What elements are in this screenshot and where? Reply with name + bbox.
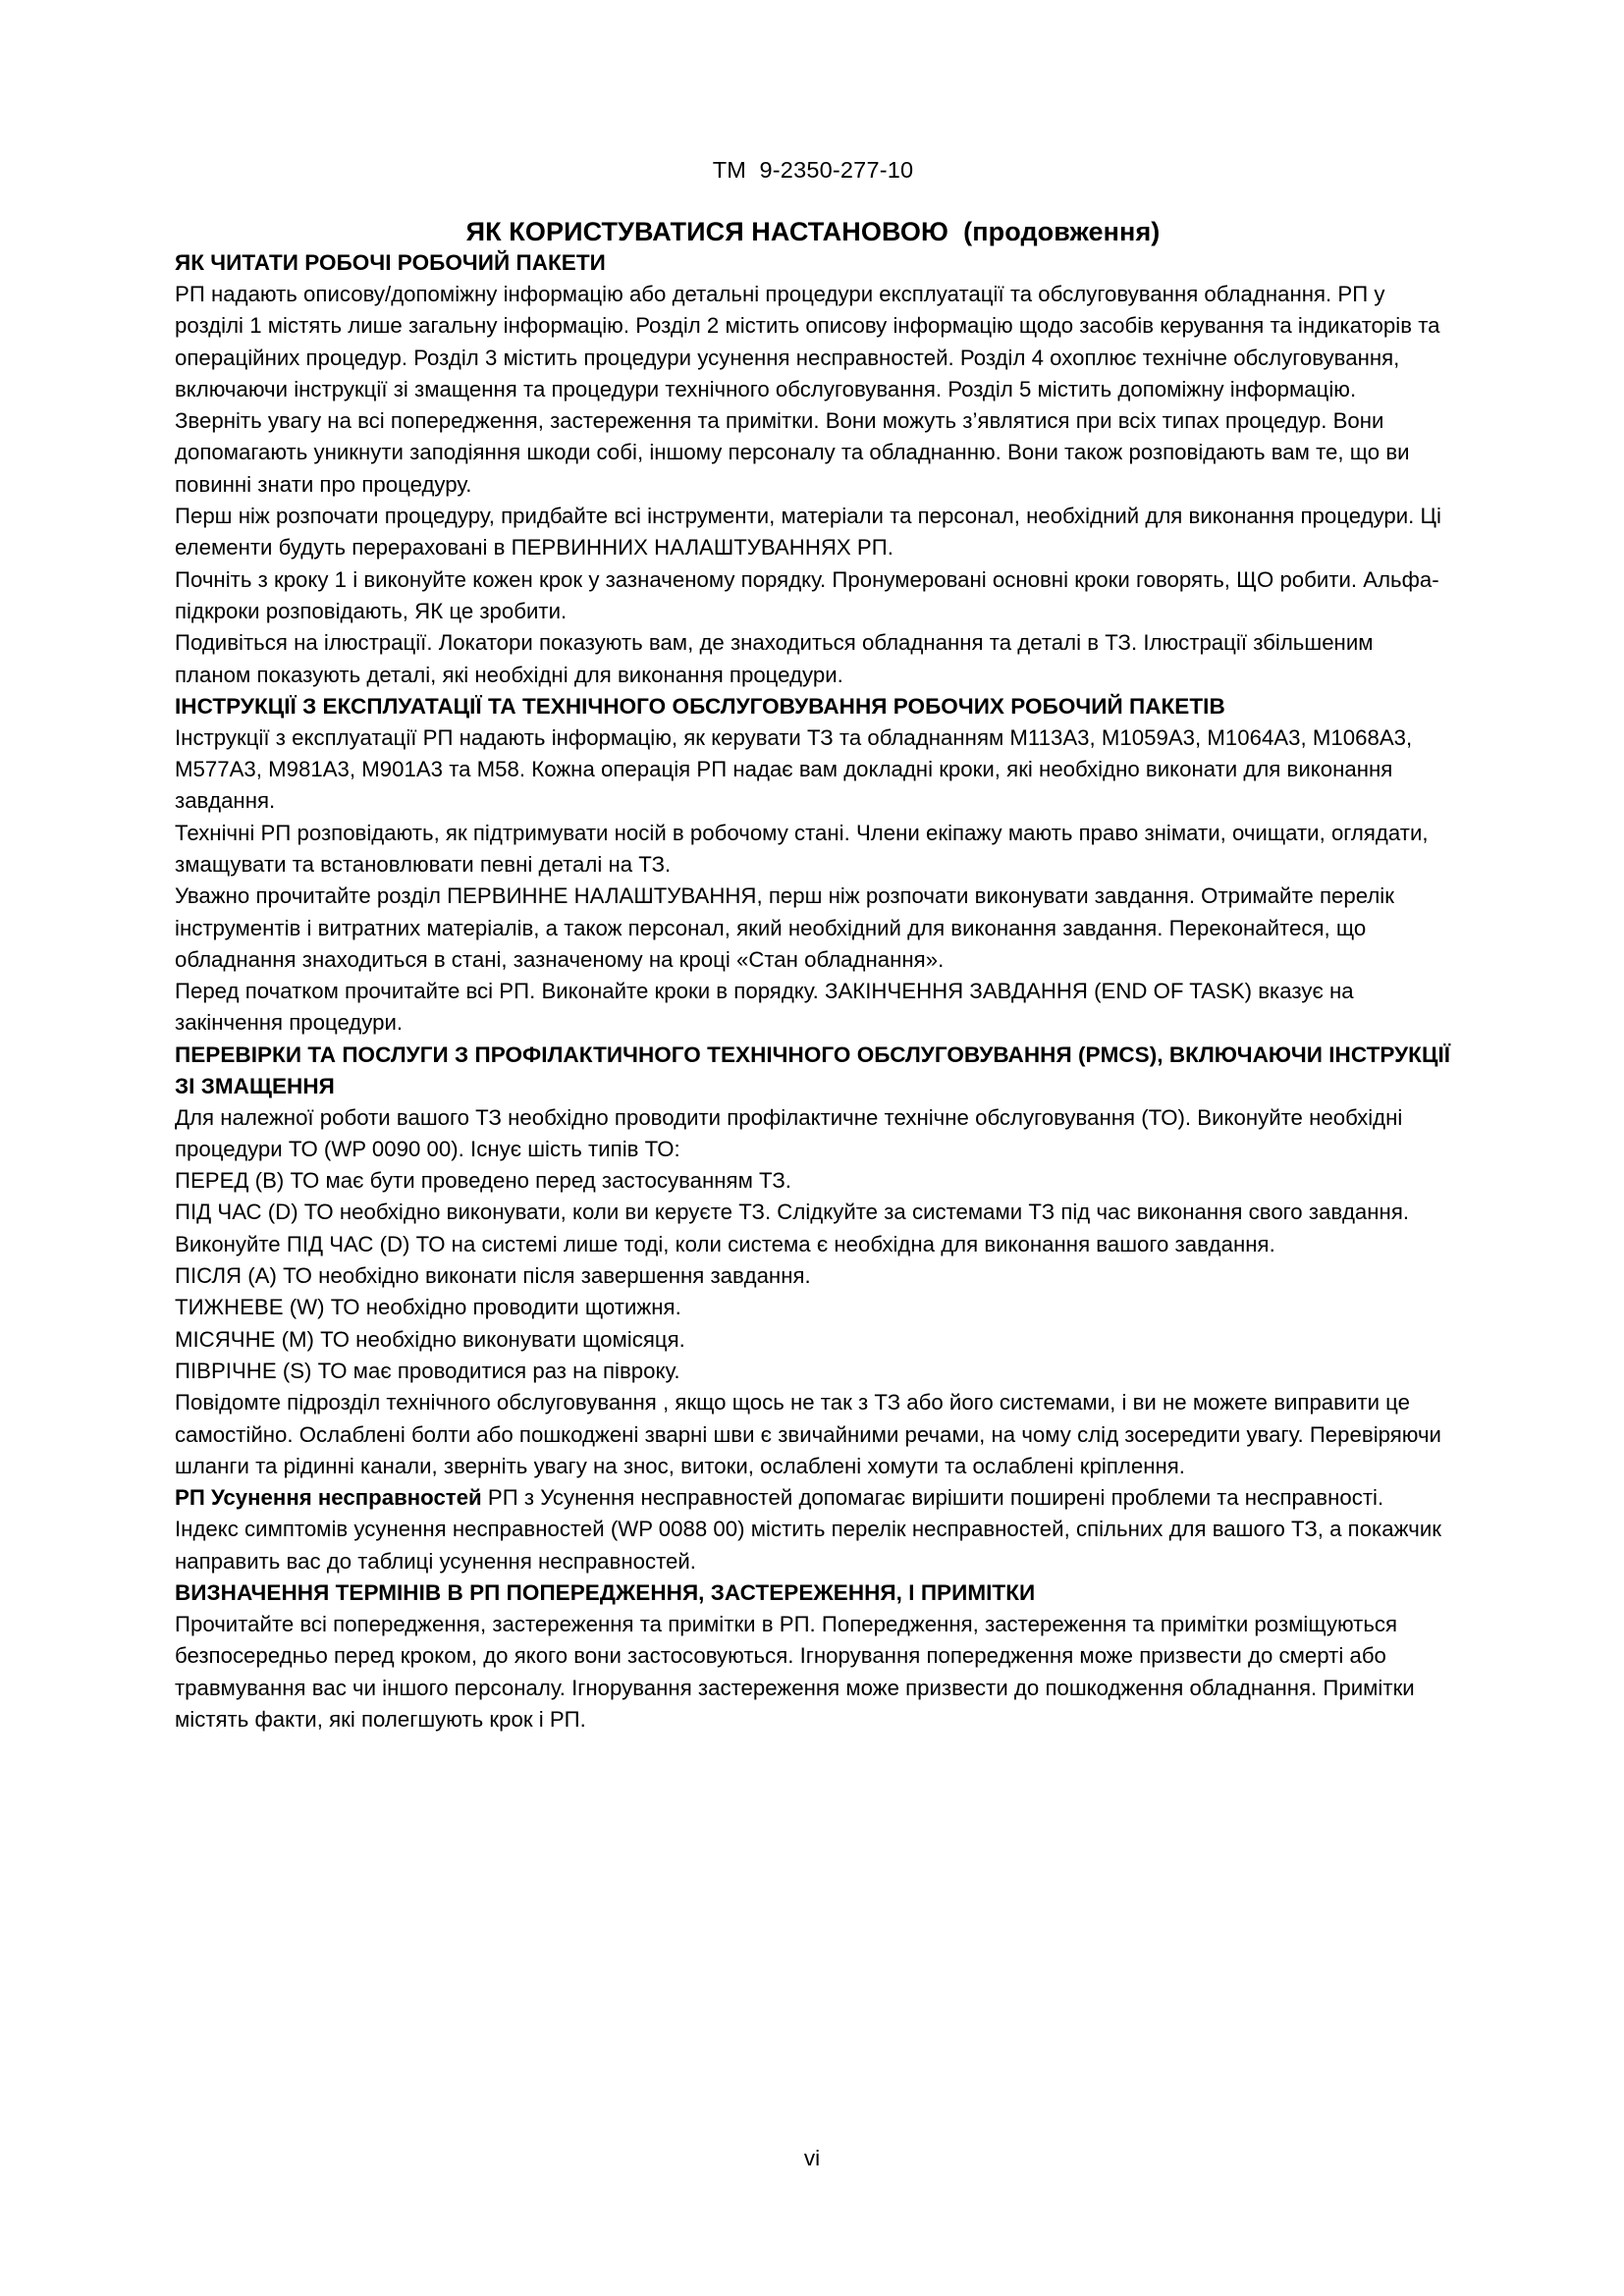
paragraph: Перш ніж розпочати процедуру, придбайте всі інструменти, матеріали та персонал, необхідний для виконання процедури. Ці елементи будуть перераховані в ПЕРВИННИХ НАЛАШТУВАННЯХ РП. xyxy=(175,504,1441,561)
paragraph: Технічні РП розповідають, як підтримувати носій в робочому стані. Члени екіпажу мають право знімати, очищати, оглядати, змащувати та встановлювати певні деталі на ТЗ. xyxy=(175,820,1429,877)
page-content xyxy=(175,0,1451,1735)
page-number: vi xyxy=(803,2146,821,2170)
paragraph-troubleshooting xyxy=(175,1482,1451,1577)
section-heading-warnings-cautions-notes: ВИЗНАЧЕННЯ ТЕРМІНІВ В РП ПОПЕРЕДЖЕННЯ, ЗАСТЕРЕЖЕННЯ, І ПРИМІТКИ xyxy=(175,1580,1036,1606)
paragraph-pmcs-before: ПЕРЕД (B) ТО має бути проведено перед застосуванням ТЗ. xyxy=(175,1168,791,1194)
paragraph: Перед початком прочитайте всі РП. Виконайте кроки в порядку. ЗАКІНЧЕННЯ ЗАВДАННЯ (END OF TASK) вказує на закінчення процедури. xyxy=(175,979,1354,1036)
page-title: ЯК КОРИСТУВАТИСЯ НАСТАНОВОЮ (продовження) xyxy=(465,217,1161,246)
paragraph: Почніть з кроку 1 і виконуйте кожен крок у зазначеному порядку. Пронумеровані основні кроки говорять, ЩО робити. Альфа-підкроки розповідають, ЯК це зробити. xyxy=(175,566,1439,623)
paragraph-pmcs-weekly: ТИЖНЕВЕ (W) ТО необхідно проводити щотижня. xyxy=(175,1295,681,1320)
troubleshooting-lead-label: РП Усунення несправностей xyxy=(175,1485,482,1511)
tm-number-header: TM 9-2350-277-10 xyxy=(712,157,914,183)
paragraph: Повідомте підрозділ технічного обслуговування , якщо щось не так з ТЗ або його системами, і ви не можете виправити це самостійно. Ослаблені болти або пошкоджені зварні шви є звичайними речами, на чому слід зосередити увагу. Перевіряючи шланги та рідинні канали, зверніть увагу на знос, витоки, ослаблені хомути та ослаблені кріплення. xyxy=(175,1390,1441,1478)
paragraph: РП надають описову/допоміжну інформацію або детальні процедури експлуатації та обслуговування обладнання. РП у розділі 1 містять лише загальну інформацію. Розділ 2 містить описову інформацію щодо засобів керування та індикаторів та операційних процедур. Розділ 3 містить процедури усунення несправностей. Розділ 4 охоплює технічне обслуговування, включаючи інструкції зі змащення та процедури технічного обслуговування. Розділ 5 містить допоміжну інформацію. xyxy=(175,281,1440,401)
paragraph-pmcs-semiannual: ПІВРІЧНЕ (S) ТО має проводитися раз на півроку. xyxy=(175,1358,680,1383)
troubleshooting-body-text: РП з Усунення несправностей допомагає вирішити поширені проблеми та несправності. Індекс симптомів усунення несправностей (WP 0088 00) містить перелік несправностей, спільних для вашого ТЗ, а покажчик направить вас до таблиці усунення несправностей. xyxy=(175,1485,1441,1574)
paragraph: Для належної роботи вашого ТЗ необхідно проводити профілактичне технічне обслуговування (ТО). Виконуйте необхідні процедури ТО (WP 0090 00). Існує шість типів ТО: xyxy=(175,1104,1403,1161)
paragraph: Інструкції з експлуатації РП надають інформацію, як керувати ТЗ та обладнанням M113A3, M1059A3, M1064A3, M1068A3, M577A3, M981A3, M901A3 та M58. Кожна операція РП надає вам докладні кроки, які необхідно виконати для виконання завдання. xyxy=(175,724,1413,814)
paragraph-pmcs-monthly: МІСЯЧНЕ (M) ТО необхідно виконувати щомісяця. xyxy=(175,1326,685,1352)
section-heading-how-to-read-wp: ЯК ЧИТАТИ РОБОЧІ РОБОЧИЙ ПАКЕТИ xyxy=(175,250,606,275)
paragraph-pmcs-during: ПІД ЧАС (D) ТО необхідно виконувати, коли ви керуєте ТЗ. Слідкуйте за системами ТЗ під час виконання свого завдання. Виконуйте ПІД ЧАС (D) ТО на системі лише тоді, коли система є необхідна для виконання вашого завдання. xyxy=(175,1200,1410,1256)
paragraph: Зверніть увагу на всі попередження, застереження та примітки. Вони можуть з’являтися при всіх типах процедур. Вони допомагають уникнути заподіяння шкоди собі, іншому персоналу та обладнанню. Вони також розповідають вам те, що ви повинні знати про процедуру. xyxy=(175,408,1410,497)
paragraph: Подивіться на ілюстрації. Локатори показують вам, де знаходиться обладнання та деталі в ТЗ. Ілюстрації збільшеним планом показують деталі, які необхідні для виконання процедури. xyxy=(175,630,1374,687)
paragraph-pmcs-after: ПІСЛЯ (A) ТО необхідно виконати після завершення завдання. xyxy=(175,1263,811,1289)
paragraph: Уважно прочитайте розділ ПЕРВИННЕ НАЛАШТУВАННЯ, перш ніж розпочати виконувати завдання. Отримайте перелік інструментів і витратних матеріалів, а також персонал, який необхідний для виконання завдання. Переконайтеся, що обладнання знаходиться в стані, зазначеному на кроці «Стан обладнання». xyxy=(175,883,1394,972)
paragraph: Прочитайте всі попередження, застереження та примітки в РП. Попередження, застереження та примітки розміщуються безпосередньо перед кроком, до якого вони застосовуються. Ігнорування попередження може призвести до смерті або травмування вас чи іншого персоналу. Ігнорування застереження може призвести до пошкодження обладнання. Примітки містять факти, які полегшують крок і РП. xyxy=(175,1611,1415,1732)
section-heading-pmcs: ПЕРЕВІРКИ ТА ПОСЛУГИ З ПРОФІЛАКТИЧНОГО ТЕХНІЧНОГО ОБСЛУГОВУВАННЯ (PMCS), ВКЛЮЧАЮЧИ ІНСТРУКЦІЇ ЗІ ЗМАЩЕННЯ xyxy=(175,1041,1451,1098)
section-heading-operation-maintenance-wp: ІНСТРУКЦІЇ З ЕКСПЛУАТАЦІЇ ТА ТЕХНІЧНОГО ОБСЛУГОВУВАННЯ РОБОЧИХ РОБОЧИЙ ПАКЕТІВ xyxy=(175,693,1225,719)
